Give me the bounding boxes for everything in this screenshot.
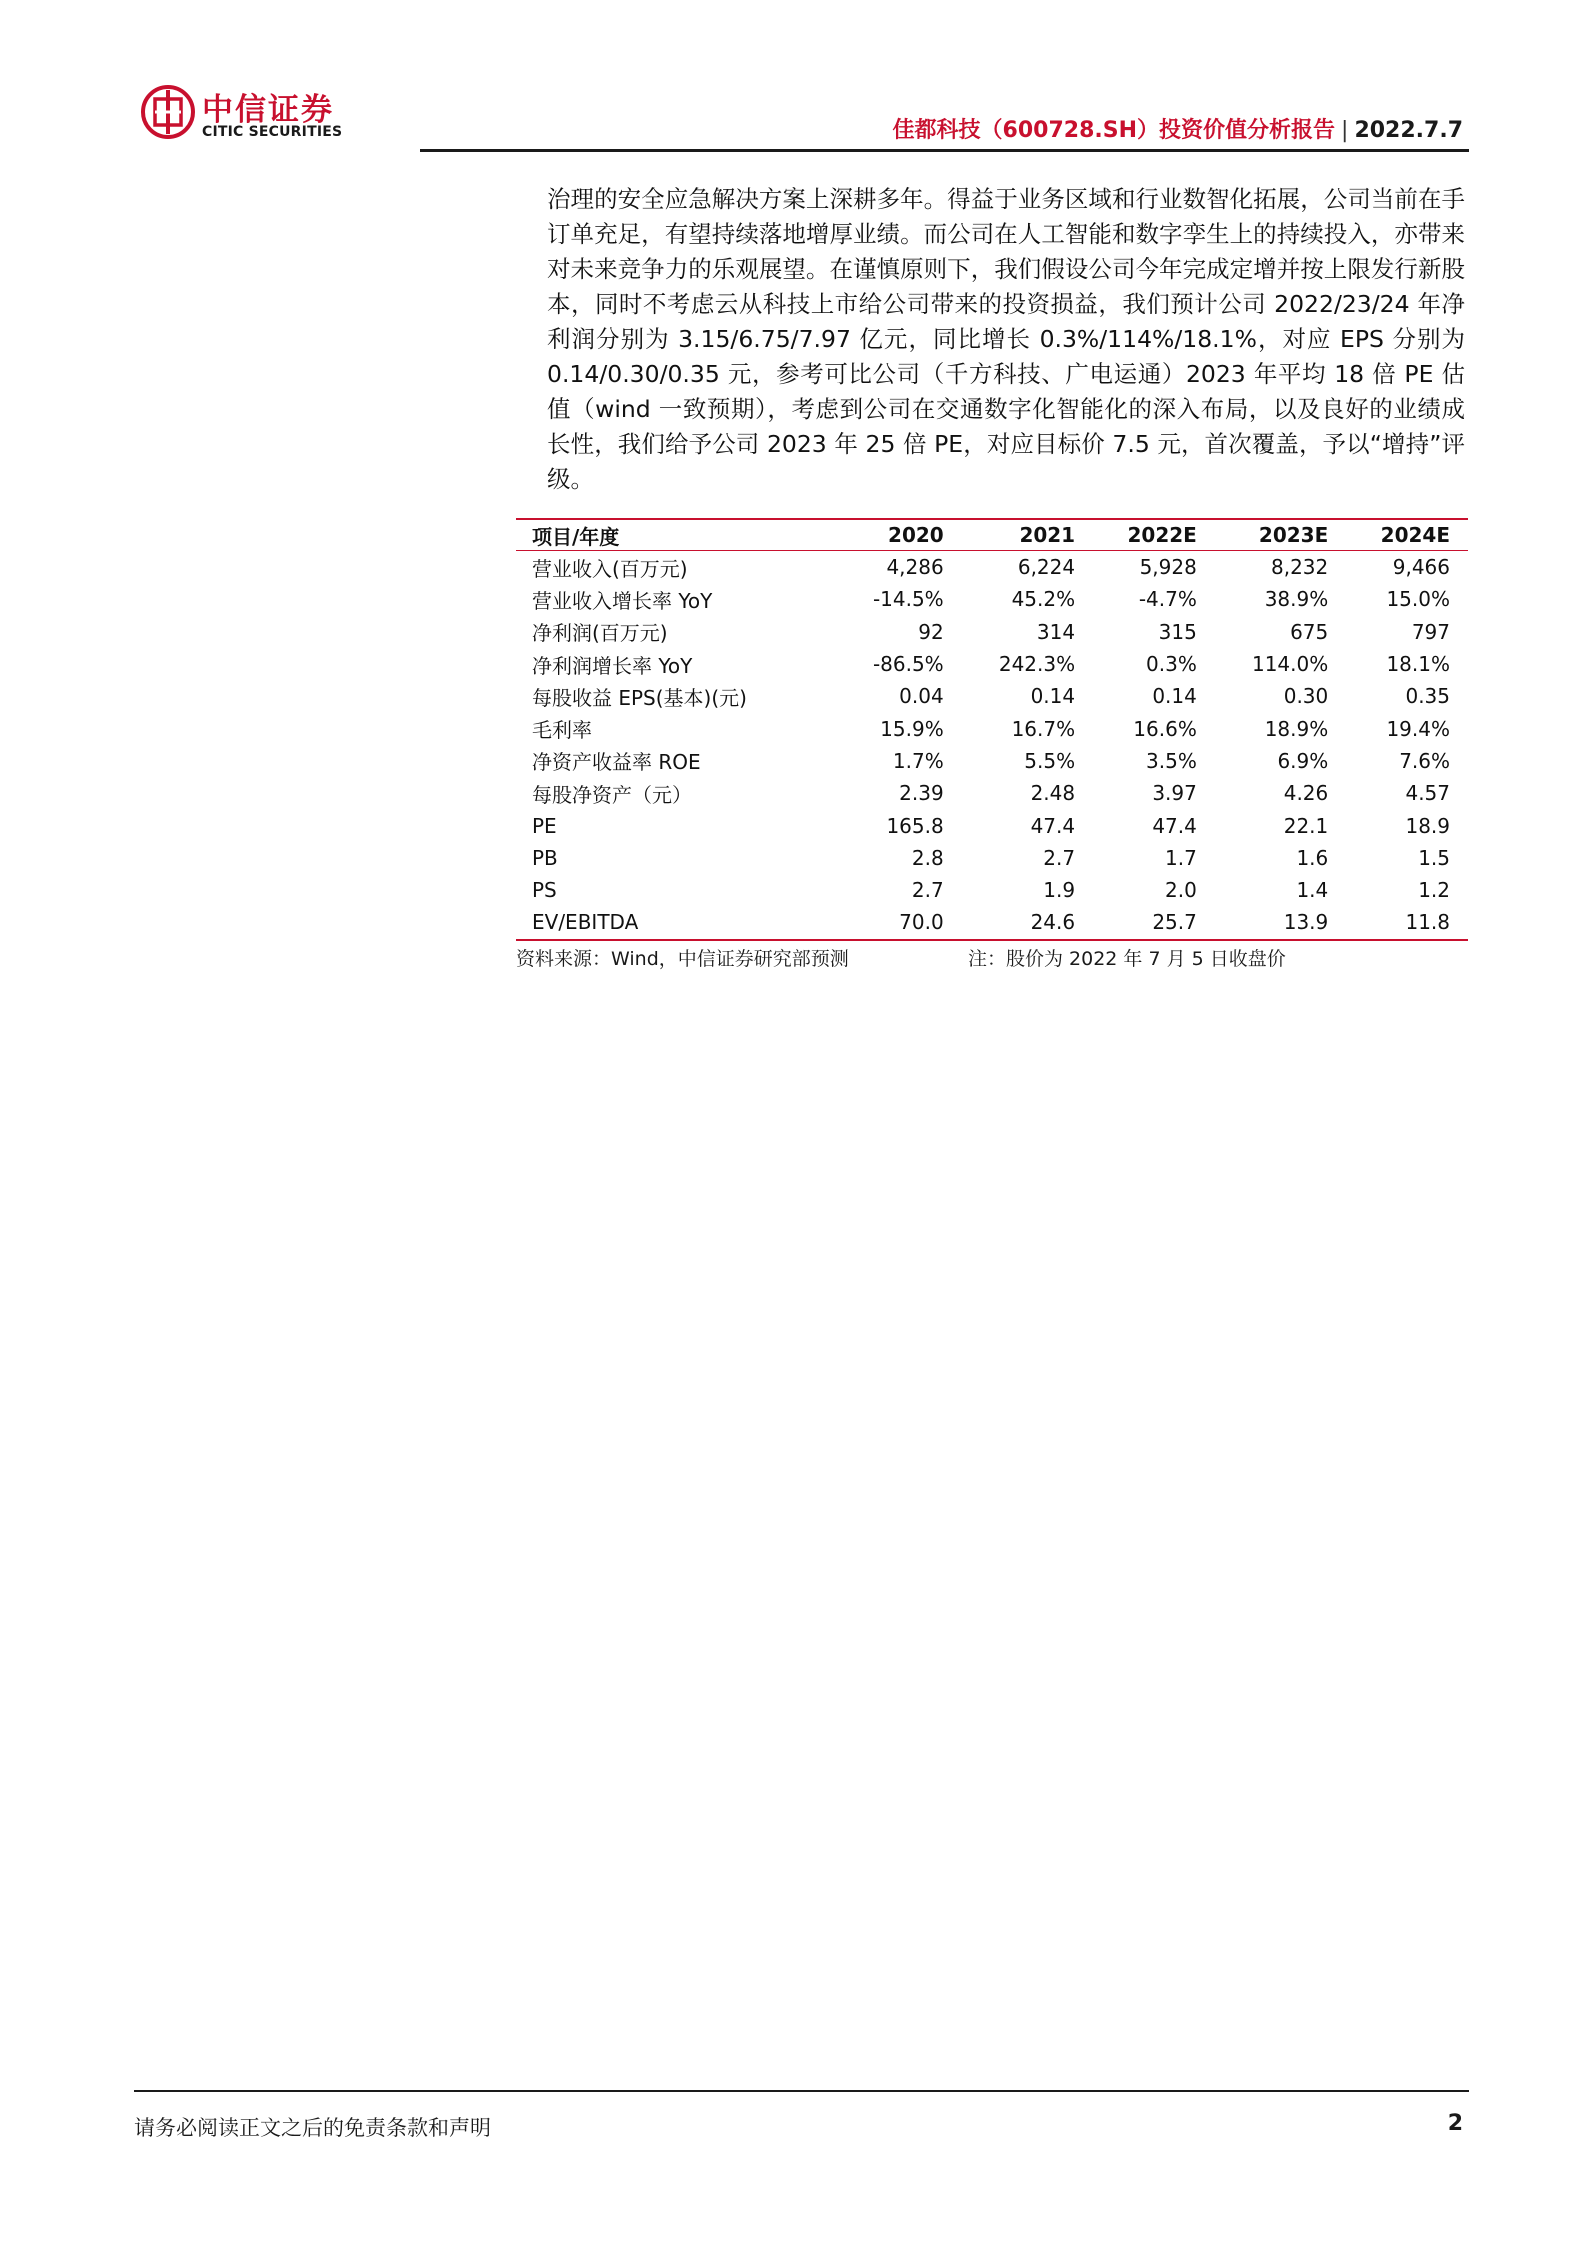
row-label: 营业收入增长率 YoY (532, 588, 713, 613)
table-cell: 7.6% (1399, 748, 1450, 773)
row-label: 每股净资产（元） (532, 782, 692, 807)
table-cell: 0.14 (1030, 684, 1076, 709)
page-number: 2 (1447, 2111, 1463, 2136)
table-note: 注：股价为 2022 年 7 月 5 日收盘价 (968, 948, 1286, 970)
table-source: 资料来源：Wind，中信证券研究部预测 (516, 948, 849, 970)
table-cell: 2.39 (899, 781, 944, 806)
table-cell: 5,928 (1139, 555, 1197, 580)
footer-divider (134, 2090, 1469, 2092)
table-cell: 19.4% (1386, 716, 1450, 741)
table-row (516, 551, 1468, 584)
table-cell: 8,232 (1270, 555, 1329, 580)
table-row (516, 874, 1468, 906)
table-cell: 314 (1036, 619, 1076, 644)
table-cell: 2.0 (1165, 878, 1197, 903)
table-row (516, 906, 1468, 939)
table-cell: 6.9% (1277, 748, 1329, 773)
row-label: 净利润(百万元) (532, 621, 668, 646)
table-cell: 47.4 (1152, 813, 1197, 838)
table-cell: 38.9% (1264, 587, 1329, 612)
table-cell: 11.8 (1346, 906, 1468, 939)
table-cell: 242.3% (998, 652, 1076, 677)
table-cell: 22.1 (1283, 813, 1329, 838)
table-cell: 15.0% (1386, 587, 1450, 612)
table-cell: 675 (1290, 619, 1329, 644)
report-date: 2022.7.7 (1354, 118, 1463, 143)
table-cell: 4.57 (1405, 781, 1450, 806)
header-cell-2022e: 2022E (1093, 519, 1215, 551)
table-cell: 0.14 (1152, 684, 1197, 709)
table-cell: 0.3% (1146, 652, 1197, 677)
table-cell: 4.26 (1283, 781, 1329, 806)
row-label: 毛利率 (532, 718, 592, 743)
table-cell: 165.8 (886, 813, 944, 838)
table-header-row (516, 519, 1468, 551)
table-cell: 1.5 (1418, 845, 1450, 870)
table-cell: 1.2 (1418, 878, 1450, 903)
table-cell: 45.2% (1011, 587, 1076, 612)
table-row (516, 745, 1468, 777)
row-label: PE (532, 813, 557, 838)
table-cell: 0.04 (899, 684, 944, 709)
table-cell: 92 (918, 619, 944, 644)
report-header (893, 113, 1463, 144)
table-cell: 24.6 (962, 906, 1093, 939)
table-cell: 1.9 (1043, 878, 1076, 903)
table-cell: 47.4 (1030, 813, 1076, 838)
body-paragraph: 治理的安全应急解决方案上深耕多年。得益于业务区域和行业数智化拓展，公司当前在手订单充足，有望持续落地增厚业绩。而公司在人工智能和数字孪生上的持续投入，亦带来对未来竞争力的乐观展望。在谨慎原则下，我们假设公司今年完成定增并按上限发行新股本，同时不考虑云从科技上市给公司带来的投资损益，我们预计公司 2022/23/24 年净利润分别为 3.15/6.75/7.97 亿元，同比增长 0.3%/114%/18.1%，对应 EPS 分别为 0.14/0.30/0.35 元，参考可比公司（千方科技、广电运通）2023 年平均 18 倍 PE 估值（wind 一致预期），考虑到公司在交通数字化智能化的深入布局，以及良好的业绩成长性，我们给予公司 2023 年 25 倍 PE，对应目标价 7.5 元，首次覆盖，予以“增持”评级。 (547, 185, 1465, 493)
row-label: PS (532, 878, 557, 903)
header-divider (420, 149, 1469, 152)
table-row (516, 842, 1468, 874)
table-cell: 0.30 (1283, 684, 1329, 709)
financial-forecast-table (516, 518, 1468, 941)
table-cell: 0.35 (1405, 684, 1450, 709)
row-label: 每股收益 EPS(基本)(元) (532, 685, 747, 710)
header-cell-item: 项目/年度 (516, 519, 838, 551)
header-cell-2021: 2021 (962, 519, 1093, 551)
header-cell-2020: 2020 (838, 519, 962, 551)
table-row (516, 680, 1468, 712)
table-row (516, 648, 1468, 680)
table-cell: 6,224 (1017, 555, 1076, 580)
table-cell: 9,466 (1392, 555, 1450, 580)
table-row (516, 809, 1468, 841)
report-title: 佳都科技（600728.SH）投资价值分析报告 (892, 118, 1336, 143)
table-cell: 25.7 (1093, 906, 1215, 939)
table-row (516, 777, 1468, 809)
table-cell: 16.7% (1011, 716, 1076, 741)
logo-english-name: CITIC SECURITIES (202, 124, 343, 140)
logo-chinese-name: 中信证券 (202, 92, 334, 128)
table-cell: 1.7% (892, 748, 944, 773)
table-cell: 3.5% (1146, 748, 1197, 773)
footer-disclaimer: 请务必阅读正文之后的免责条款和声明 (134, 2116, 491, 2140)
table-cell: 18.9 (1405, 813, 1450, 838)
table-cell: 18.9% (1264, 716, 1329, 741)
table-cell: 2.7 (911, 878, 944, 903)
table-cell: 797 (1411, 619, 1450, 644)
table-cell: 1.4 (1296, 878, 1329, 903)
company-logo (140, 84, 360, 144)
table-cell: 5.5% (1024, 748, 1076, 773)
table-cell: -86.5% (872, 652, 944, 677)
header-cell-2024e: 2024E (1346, 519, 1468, 551)
table-cell: -4.7% (1138, 587, 1197, 612)
row-label: 净资产收益率 ROE (532, 750, 701, 775)
table-cell: 13.9 (1215, 906, 1346, 939)
row-label: 营业收入(百万元) (532, 556, 688, 581)
header-separator: | (1341, 118, 1349, 143)
table-cell: 15.9% (880, 716, 944, 741)
row-label: EV/EBITDA (516, 906, 838, 939)
table-cell: 1.7 (1165, 845, 1197, 870)
table-cell: 18.1% (1386, 652, 1450, 677)
table-cell: 4,286 (886, 555, 944, 580)
table-cell: 2.8 (911, 845, 944, 870)
table-cell: 16.6% (1133, 716, 1197, 741)
table-row (516, 616, 1468, 648)
table-cell: 70.0 (838, 906, 962, 939)
table-cell: 114.0% (1251, 652, 1329, 677)
row-label: 净利润增长率 YoY (532, 653, 693, 678)
citic-emblem-icon (140, 84, 196, 140)
table-cell: 3.97 (1152, 781, 1197, 806)
table-cell: 315 (1158, 619, 1197, 644)
header-cell-2023e: 2023E (1215, 519, 1346, 551)
table-cell: 2.7 (1043, 845, 1076, 870)
table-cell: 2.48 (1030, 781, 1076, 806)
row-label: PB (532, 845, 558, 870)
table-row (516, 712, 1468, 744)
table-cell: 1.6 (1296, 845, 1329, 870)
table-cell: -14.5% (872, 587, 944, 612)
table-row (516, 583, 1468, 615)
